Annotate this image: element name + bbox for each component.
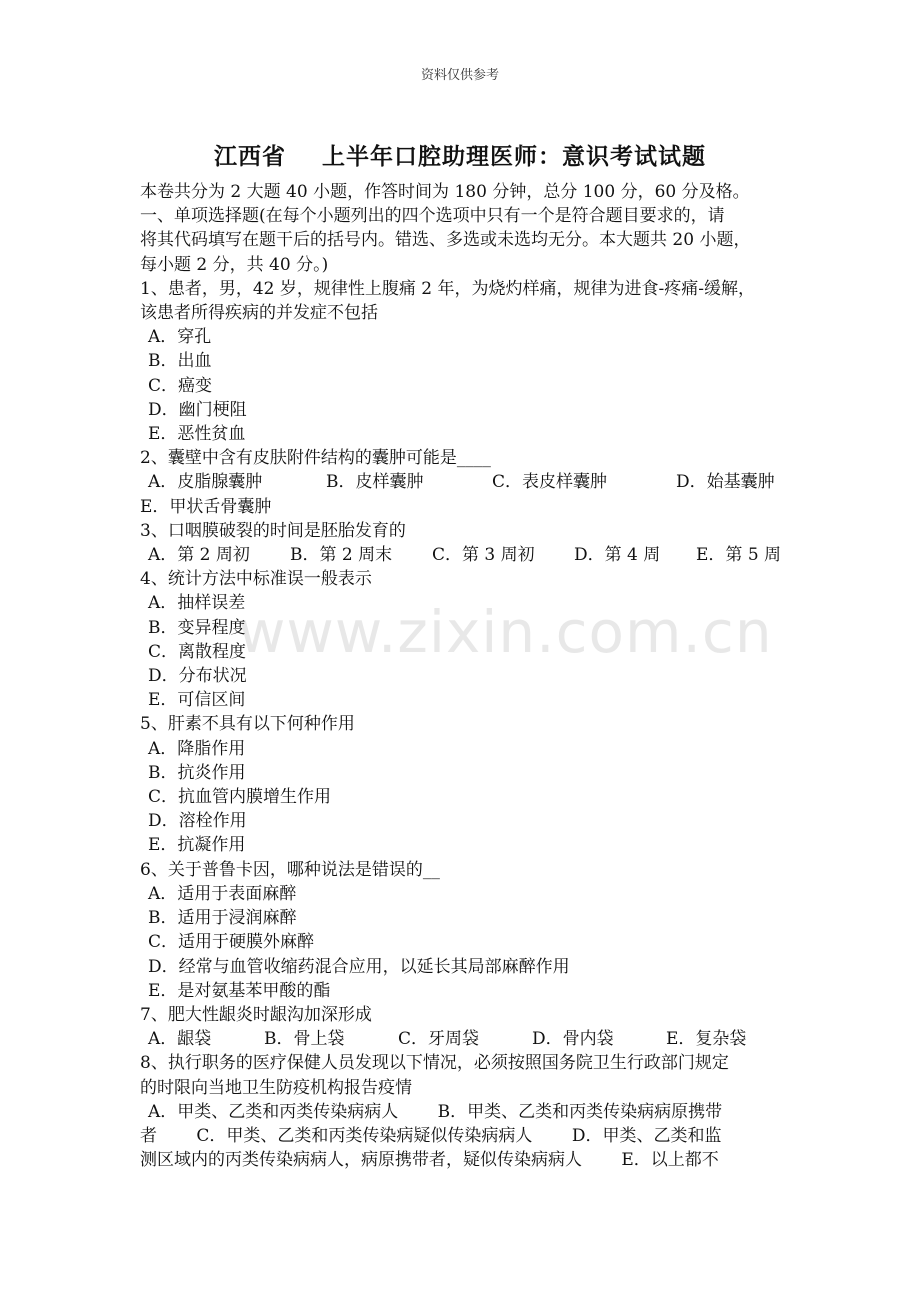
option-b: B．抗炎作用 xyxy=(148,762,246,783)
question-6 xyxy=(140,858,785,1003)
question-3 xyxy=(140,519,785,567)
option-e: E．可信区间 xyxy=(148,690,246,711)
intro-text: 本卷共分为 2 大题 40 小题，作答时间为 180 分钟，总分 100 分，60 分及格。 xyxy=(140,182,750,202)
document-body xyxy=(140,180,785,1172)
document-title: 江西省 上半年口腔助理医师：意识考试试题 xyxy=(213,143,707,170)
option-row xyxy=(140,543,785,567)
option-d: D．分布状况 xyxy=(148,666,247,687)
option-line: 测区域内的丙类传染病病人，病原携带者，疑似传染病病人 E．以上都不 xyxy=(140,1150,719,1171)
option-a: A．龈袋 xyxy=(148,1029,212,1050)
option-a: A．穿孔 xyxy=(148,327,212,348)
option-e: E．恶性贫血 xyxy=(148,424,246,445)
option-line: A．甲类、乙类和丙类传染病病人 B．甲类、乙类和丙类传染病病原携带 xyxy=(148,1101,723,1122)
question-8 xyxy=(140,1051,785,1172)
question-2 xyxy=(140,446,785,519)
question-stem: 的时限向当地卫生防疫机构报告疫情 xyxy=(140,1077,412,1098)
option-a: A．第 2 周初 xyxy=(148,545,250,566)
option-row xyxy=(140,1027,785,1051)
option-a: A．适用于表面麻醉 xyxy=(148,883,297,904)
option-e: E．复杂袋 xyxy=(666,1029,747,1050)
question-stem: 1、患者，男，42 岁，规律性上腹痛 2 年，为烧灼样痛，规律为进食-疼痛-缓解， xyxy=(140,278,755,299)
option-c: C．癌变 xyxy=(148,375,213,396)
question-1 xyxy=(140,277,785,446)
option-a: A．抽样误差 xyxy=(148,593,246,614)
section-instructions xyxy=(140,204,785,277)
option-e: E．抗凝作用 xyxy=(148,835,246,856)
option-line: 者 C．甲类、乙类和丙类传染病疑似传染病病人 D．甲类、乙类和监 xyxy=(140,1125,722,1146)
option-d: D．始基囊肿 xyxy=(676,472,775,493)
section-line: 将其代码填写在题干后的括号内。错选、多选或未选均无分。本大题共 20 小题， xyxy=(140,230,751,251)
question-stem: 2、囊壁中含有皮肤附件结构的囊肿可能是____ xyxy=(140,448,491,469)
option-e: E．第 5 周 xyxy=(696,545,782,566)
option-b: B．变异程度 xyxy=(148,617,246,638)
option-d: D．幽门梗阻 xyxy=(148,399,247,420)
question-4 xyxy=(140,567,785,712)
option-d: D．骨内袋 xyxy=(532,1029,614,1050)
question-7 xyxy=(140,1003,785,1051)
option-b: B．出血 xyxy=(148,351,212,372)
option-e: E．是对氨基苯甲酸的酯 xyxy=(148,980,331,1001)
option-b: B．骨上袋 xyxy=(264,1029,345,1050)
option-b: B．适用于浸润麻醉 xyxy=(148,908,297,929)
question-stem: 8、执行职务的医疗保健人员发现以下情况，必须按照国务院卫生行政部门规定 xyxy=(140,1053,729,1074)
option-b: B．第 2 周末 xyxy=(290,545,393,566)
option-b: B．皮样囊肿 xyxy=(326,472,424,493)
option-e: E．甲状舌骨囊肿 xyxy=(140,496,272,517)
option-c: C．表皮样囊肿 xyxy=(492,472,608,493)
option-d: D．经常与血管收缩药混合应用，以延长其局部麻醉作用 xyxy=(148,956,570,977)
option-c: C．第 3 周初 xyxy=(432,545,535,566)
option-d: D．第 4 周 xyxy=(574,545,661,566)
section-line: 每小题 2 分，共 40 分。) xyxy=(140,254,329,275)
watermark: www.zixin.com.cn xyxy=(238,598,773,666)
option-a: A．皮脂腺囊肿 xyxy=(148,472,263,493)
option-c: C．适用于硬膜外麻醉 xyxy=(148,932,315,953)
option-d: D．溶栓作用 xyxy=(148,811,247,832)
question-5 xyxy=(140,712,785,857)
option-row xyxy=(140,470,785,494)
question-stem: 4、统计方法中标准误一般表示 xyxy=(140,569,372,590)
question-stem: 7、肥大性龈炎时龈沟加深形成 xyxy=(140,1004,372,1025)
section-line: 一、单项选择题(在每个小题列出的四个选项中只有一个是符合题目要求的，请 xyxy=(140,206,725,227)
question-stem: 6、关于普鲁卡因，哪种说法是错误的__ xyxy=(140,859,440,880)
header-note: 资料仅供参考 xyxy=(420,68,499,83)
question-stem: 3、口咽膜破裂的时间是胚胎发育的 xyxy=(140,520,406,541)
option-c: C．抗血管内膜增生作用 xyxy=(148,787,332,808)
option-c: C．牙周袋 xyxy=(398,1029,480,1050)
option-c: C．离散程度 xyxy=(148,641,247,662)
question-stem: 该患者所得疾病的并发症不包括 xyxy=(140,303,378,324)
question-stem: 5、肝素不具有以下何种作用 xyxy=(140,714,355,735)
option-a: A．降脂作用 xyxy=(148,738,246,759)
